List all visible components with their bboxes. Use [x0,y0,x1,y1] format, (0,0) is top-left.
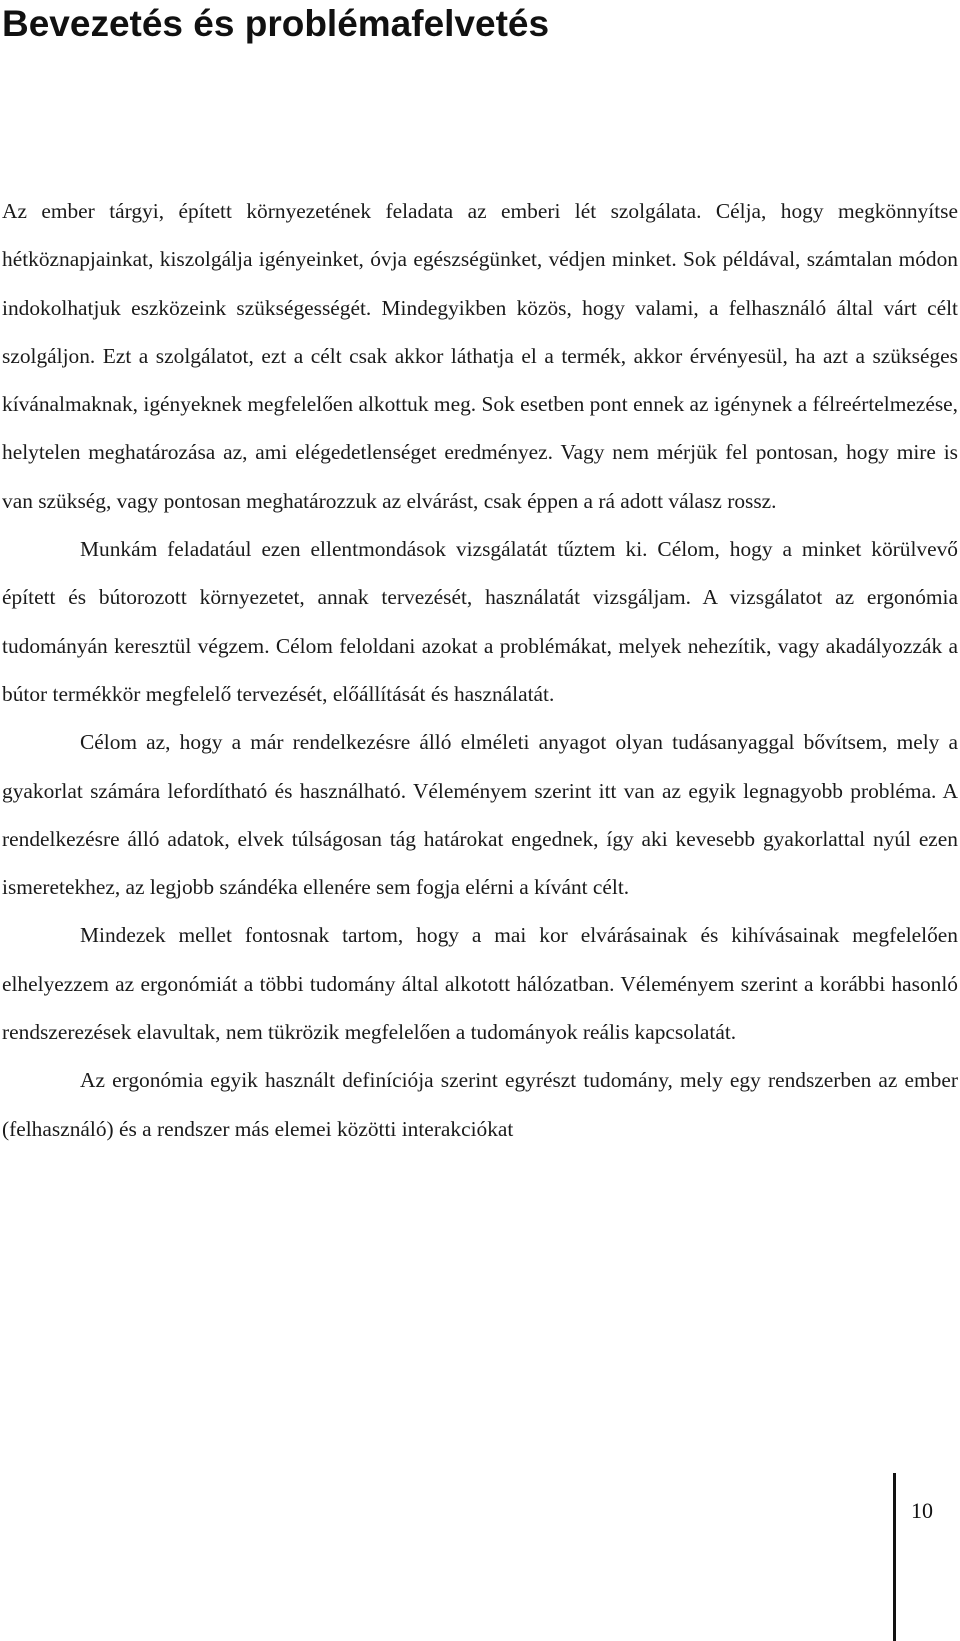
chapter-title: Bevezetés és problémafelvetés [2,3,550,44]
page-number: 10 [911,1498,933,1523]
paragraph-intro: Az ember tárgyi, épített környezetének feladata az emberi lét szolgálata. Célja, hogy megkönnyítse hétköznapjainkat, kiszolgálja igényeinket, óvja egészségünket, védjen minket. Sok példával, számtalan módon indokolhatjuk eszközeink szükségességét. Mindegyikben közös, hogy valami, a felhasználó által várt célt szolgáljon. Ezt a szolgálatot, ezt a célt csak akkor láthatja el a termék, akkor érvényesül, ha azt a szükséges kívánalmaknak, igényeknek megfelelően alkottuk meg. Sok esetben pont ennek az igénynek a félreértelmezése, helytelen meghatározása az, ami elégedetlenséget eredményez. Vagy nem mérjük fel pontosan, hogy mire is van szükség, vagy pontosan meghatározzuk az elvárást, csak éppen a rá adott válasz rossz. [2,199,958,513]
paragraph-network: Mindezek mellet fontosnak tartom, hogy a mai kor elvárásainak és kihívásainak megfelelően elhelyezzem az ergonómiát a többi tudomány által alkotott hálózatban. Véleményem szerint a korábbi hasonló rendszerezések elavultak, nem tükrözik megfelelően a tudományok reális kapcsolatát. [2,923,958,1045]
body-text [2,187,958,1153]
paragraph-definition: Az ergonómia egyik használt definíciója szerint egyrészt tudomány, mely egy rendszerben az ember (felhasználó) és a rendszer más elemei közötti interakciókat [2,1068,958,1141]
paragraph-task: Munkám feladatául ezen ellentmondások vizsgálatát tűztem ki. Célom, hogy a minket körülvevő épített és bútorozott környezetet, annak tervezését, használatát vizsgáljam. A vizsgálatot az ergonómia tudományán keresztül végzem. Célom feloldani azokat a problémákat, melyek nehezítik, vagy akadályozzák a bútor termékkör megfelelő tervezését, előállítását és használatát. [2,537,958,706]
paragraph-goal: Célom az, hogy a már rendelkezésre álló elméleti anyagot olyan tudásanyaggal bővítsem, mely a gyakorlat számára lefordítható és használható. Véleményem szerint itt van az egyik legnagyobb probléma. A rendelkezésre álló adatok, elvek túlságosan tág határokat engednek, így aki kevesebb gyakorlattal nyúl ezen ismeretekhez, az legjobb szándéka ellenére sem fogja elérni a kívánt célt. [2,730,958,900]
